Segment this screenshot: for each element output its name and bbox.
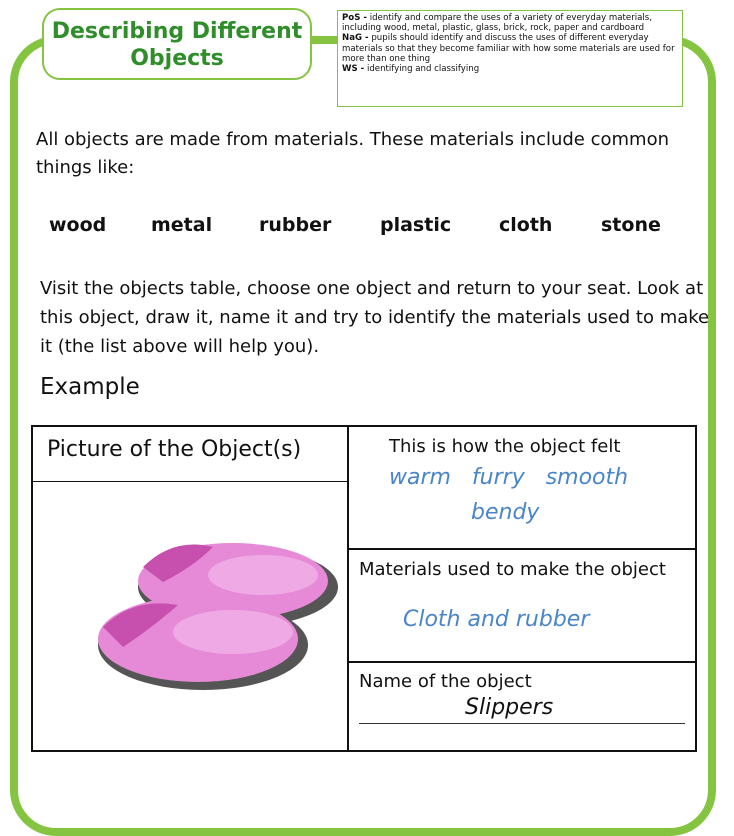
table-divider <box>347 427 349 750</box>
table-divider <box>349 661 695 663</box>
title-line-2: Objects <box>130 46 224 71</box>
material-item: stone <box>601 214 661 236</box>
curriculum-box <box>337 10 683 107</box>
example-heading: Example <box>40 374 140 400</box>
name-answer: Slippers <box>465 695 554 720</box>
picture-header: Picture of the Object(s) <box>47 437 302 462</box>
name-underline <box>359 723 685 724</box>
material-item: rubber <box>259 214 332 236</box>
ws-text: identifying and classifying <box>366 64 480 75</box>
material-item: wood <box>49 214 107 236</box>
felt-words: warm furry smooth <box>389 465 629 490</box>
table-divider <box>349 548 695 550</box>
instructions-text: Visit the objects table, choose one object and return to your seat. Look at this object, draw it, name it and try to identify the materials used to make it (the list above will help you). <box>40 278 710 357</box>
felt-words-2: bendy <box>471 500 540 525</box>
nag-text: pupils should identify and discuss the uses of different everyday materials so that they become familiar with how some materials are used for more than one thing <box>342 33 675 64</box>
nag-label: NaG - <box>342 33 369 44</box>
pos-text: identify and compare the uses of a variety of everyday materials, including wood, metal, plastic, glass, brick, rock, paper and cardboard <box>342 13 652 34</box>
name-header: Name of the object <box>359 671 532 692</box>
material-item: cloth <box>499 214 553 236</box>
table-divider <box>33 481 347 482</box>
slippers-picture <box>63 527 343 707</box>
material-item: plastic <box>380 214 452 236</box>
materials-answer: Cloth and rubber <box>403 607 590 632</box>
felt-header: This is how the object felt <box>389 436 621 457</box>
material-item: metal <box>151 214 213 236</box>
intro-text: All objects are made from materials. These materials include common things like: <box>36 129 669 178</box>
example-table <box>31 425 697 752</box>
pos-label: PoS - <box>342 13 367 23</box>
materials-list <box>0 214 734 244</box>
materials-header: Materials used to make the object <box>359 559 666 580</box>
page-title <box>42 8 312 80</box>
ws-label: WS - <box>342 64 365 75</box>
title-line-1: Describing Different <box>51 19 303 44</box>
